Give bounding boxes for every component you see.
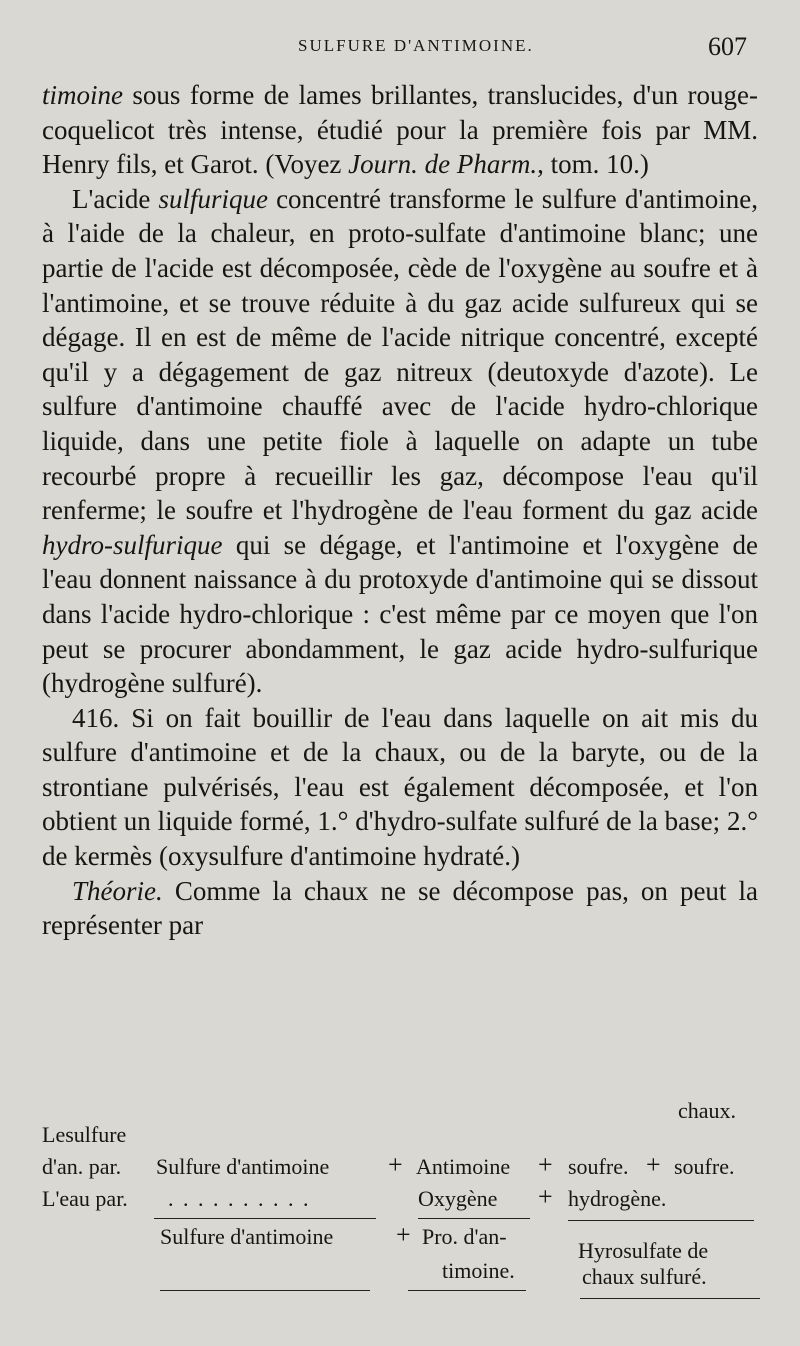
text-run: concentré transforme le sulfure d'antimoine, à l'aide de la chaleur, en proto-sulfate d'antimoine blanc; une partie de l'acide est décomposée, cède de l'oxygène au soufre et à l'antimoine, et se trouve réduite à du gaz acide sulfureux qui se dégage. Il en est de même de l'acide nitrique concentré, excepté qu'il y a dégagement de gaz nitreux (deutoxyde d'azote). Le sulfure d'antimoine chauffé avec de l'acide hydro-chlorique liquide, dans une petite fiole à laquelle on adapte un tube recourbé propre à recueillir les gaz, décompose l'eau qu'il renferme; le soufre et l'hydrogène de l'eau forment du gaz acide <box>42 183 758 526</box>
divider-line <box>408 1290 526 1291</box>
formula-soufre-2: soufre. <box>674 1154 735 1179</box>
paragraph-continuation <box>42 78 758 182</box>
formula-row2-label: d'an. par. <box>42 1154 122 1179</box>
page-header <box>0 34 800 64</box>
divider-line <box>154 1218 376 1219</box>
italic-heading: Théorie. <box>72 875 163 906</box>
formula-row1-label: Lesulfure <box>42 1122 127 1147</box>
reaction-scheme <box>42 1098 762 1308</box>
page-number: 607 <box>708 32 747 61</box>
text-run: , tom. 10.) <box>537 149 649 180</box>
plus-sign: + <box>396 1220 411 1249</box>
body-text <box>42 78 758 943</box>
result-hydrosulfate-1: Hyrosulfate de <box>578 1238 709 1263</box>
italic-word: timoine <box>42 80 123 110</box>
divider-line <box>568 1220 754 1221</box>
text-run: qui se dégage, et l'antimoine et l'oxygène de l'eau donnent naissance à du protoxyde d'antimoine qui se dissout dans l'acide hydro-chlorique : c'est même par ce moyen que l'on peut se procurer abondamment, le gaz acide hydro-sulfurique (hydrogène sulfuré). <box>42 529 758 699</box>
italic-reference: Journ. de Pharm. <box>348 149 538 180</box>
italic-term: hydro-sulfurique <box>42 529 223 560</box>
result-sulfure-antimoine: Sulfure d'antimoine <box>160 1224 334 1249</box>
divider-line <box>418 1218 530 1219</box>
italic-term: sulfurique <box>158 183 268 214</box>
formula-chaux: chaux. <box>678 1098 737 1123</box>
paragraph-theorie <box>42 874 758 943</box>
divider-line <box>160 1290 370 1291</box>
paragraph-sulfuric-acid <box>42 182 758 701</box>
plus-sign: + <box>646 1150 661 1179</box>
running-title: SULFURE D'ANTIMOINE. <box>298 36 534 55</box>
formula-hydrogene: hydrogène. <box>568 1186 667 1211</box>
formula-soufre-1: soufre. <box>568 1154 629 1179</box>
formula-row3-label: L'eau par. <box>42 1186 128 1211</box>
paragraph-416: 416. Si on fait bouillir de l'eau dans laquelle on ait mis du sulfure d'antimoine et de la chaux, ou de la baryte, ou de la strontiane pulvérisés, l'eau est également décomposée, et l'on obtient un liquide formé, 1.° d'hydro-sulfate sulfuré de la base; 2.° de kermès (oxysulfure d'antimoine hydraté.) <box>42 702 758 872</box>
plus-sign: + <box>388 1150 403 1179</box>
result-hydrosulfate-2: chaux sulfuré. <box>582 1264 707 1289</box>
result-protoxyde-2: timoine. <box>442 1258 515 1283</box>
result-protoxyde-1: Pro. d'an- <box>422 1224 507 1249</box>
text-run: sous forme de lames brillantes, translucides, d'un rouge-coquelicot très intense, étudié pour la première fois par MM. Henry fils, et Garot. (Voyez <box>42 80 758 180</box>
text-run: L'acide <box>72 183 159 214</box>
formula-dots: . . . . . . . . . . <box>168 1186 311 1211</box>
formula-antimoine: Antimoine <box>416 1154 511 1179</box>
formula-sulfure-antimoine: Sulfure d'antimoine <box>156 1154 330 1179</box>
plus-sign: + <box>538 1182 553 1211</box>
formula-oxygene: Oxygène <box>418 1186 498 1211</box>
text-run: Comme la chaux ne se décompose pas, on peut la représenter par <box>42 875 758 941</box>
plus-sign: + <box>538 1150 553 1179</box>
divider-line <box>580 1298 760 1299</box>
